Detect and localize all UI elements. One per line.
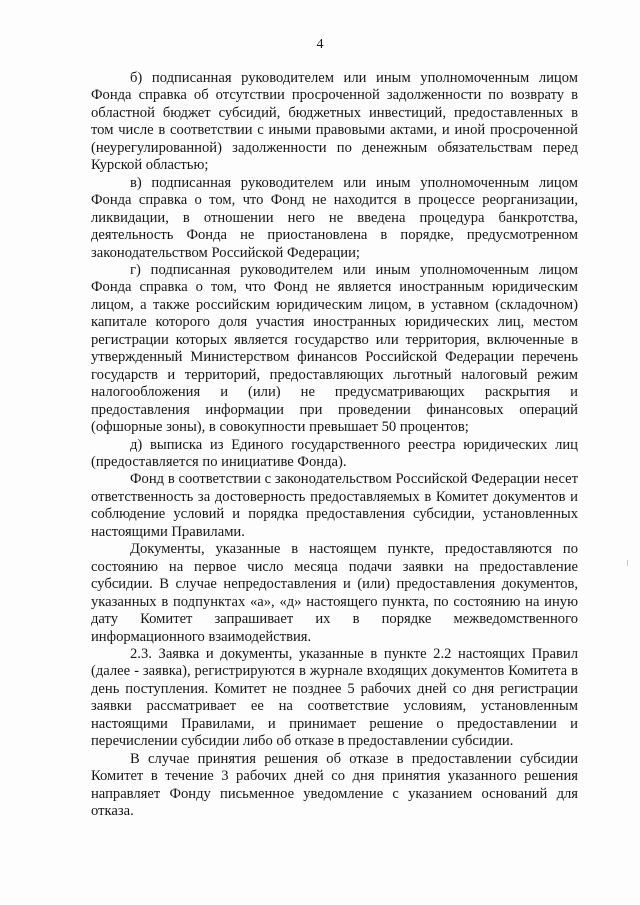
- paragraph-fund-responsibility: Фонд в соответствии с законодательством Российской Федерации несет ответственность за достоверность предоставляемых в Комитет документов и соблюдение условий и порядка предоставления субсидии, установленных настоящими Правилами.: [91, 471, 578, 540]
- paragraph-refusal-notice: В случае принятия решения об отказе в предоставлении субсидии Комитет в течение 3 рабочих дней со дня принятия указанного решения направляет Фонду письменное уведомление с указанием оснований для отказа.: [91, 750, 578, 820]
- document-body: [91, 70, 578, 820]
- paragraph-subitem-d: д) выписка из Единого государственного реестра юридических лиц (предоставляется по инициативе Фонда).: [91, 436, 578, 470]
- paragraph-documents-date: Документы, указанные в настоящем пункте, предоставляются по состоянию на первое число месяца подачи заявки на предоставление субсидии. В случае непредоставления и (или) предоставления документов, указанных в подпунктах «а», «д» настоящего пункта, по состоянию на иную дату Комитет запрашивает их в порядке межведомственного информационного взаимодействия.: [91, 541, 578, 645]
- scan-artifact: [627, 560, 628, 566]
- paragraph-subitem-g: г) подписанная руководителем или иным уполномоченным лицом Фонда справка о том, что Фонд не является иностранным юридическим лицом, а также российским юридическим лицом, в уставном (складочном) капитале которого доля участия иностранных юридических лиц, местом регистрации которых является государство или территория, включенные в утвержденный Министерством финансов Российской Федерации перечень государств и территорий, предоставляющих льготный налоговый режим налогообложения и (или) не предусматривающих раскрытия и предоставления информации при проведении финансовых операций (офшорные зоны), в совокупности превышает 50 процентов;: [91, 261, 578, 436]
- paragraph-section-2-3: 2.3. Заявка и документы, указанные в пункте 2.2 настоящих Правил (далее - заявка), регистрируются в журнале входящих документов Комитета в день поступления. Комитет не позднее 5 рабочих дней со дня регистрации заявки рассматривает ее на соответствие условиям, установленным настоящими Правилами, и принимает решение о предоставлении и перечислении субсидии либо об отказе в предоставлении субсидии.: [91, 645, 578, 750]
- paragraph-subitem-b: б) подписанная руководителем или иным уполномоченным лицом Фонда справка об отсутствии просроченной задолженности по возврату в областной бюджет субсидий, бюджетных инвестиций, предоставленных в том числе в соответствии с иными правовыми актами, и иной просроченной (неурегулированной) задолженности по денежным обязательствам перед Курской областью;: [91, 70, 578, 174]
- page-number: 4: [316, 37, 324, 52]
- paragraph-subitem-v: в) подписанная руководителем или иным уполномоченным лицом Фонда справка о том, что Фонд не находится в процессе реорганизации, ликвидации, в отношении него не введена процедура банкротства, деятельность Фонда не приостановлена в порядке, предусмотренном законодательством Российской Федерации;: [91, 174, 578, 261]
